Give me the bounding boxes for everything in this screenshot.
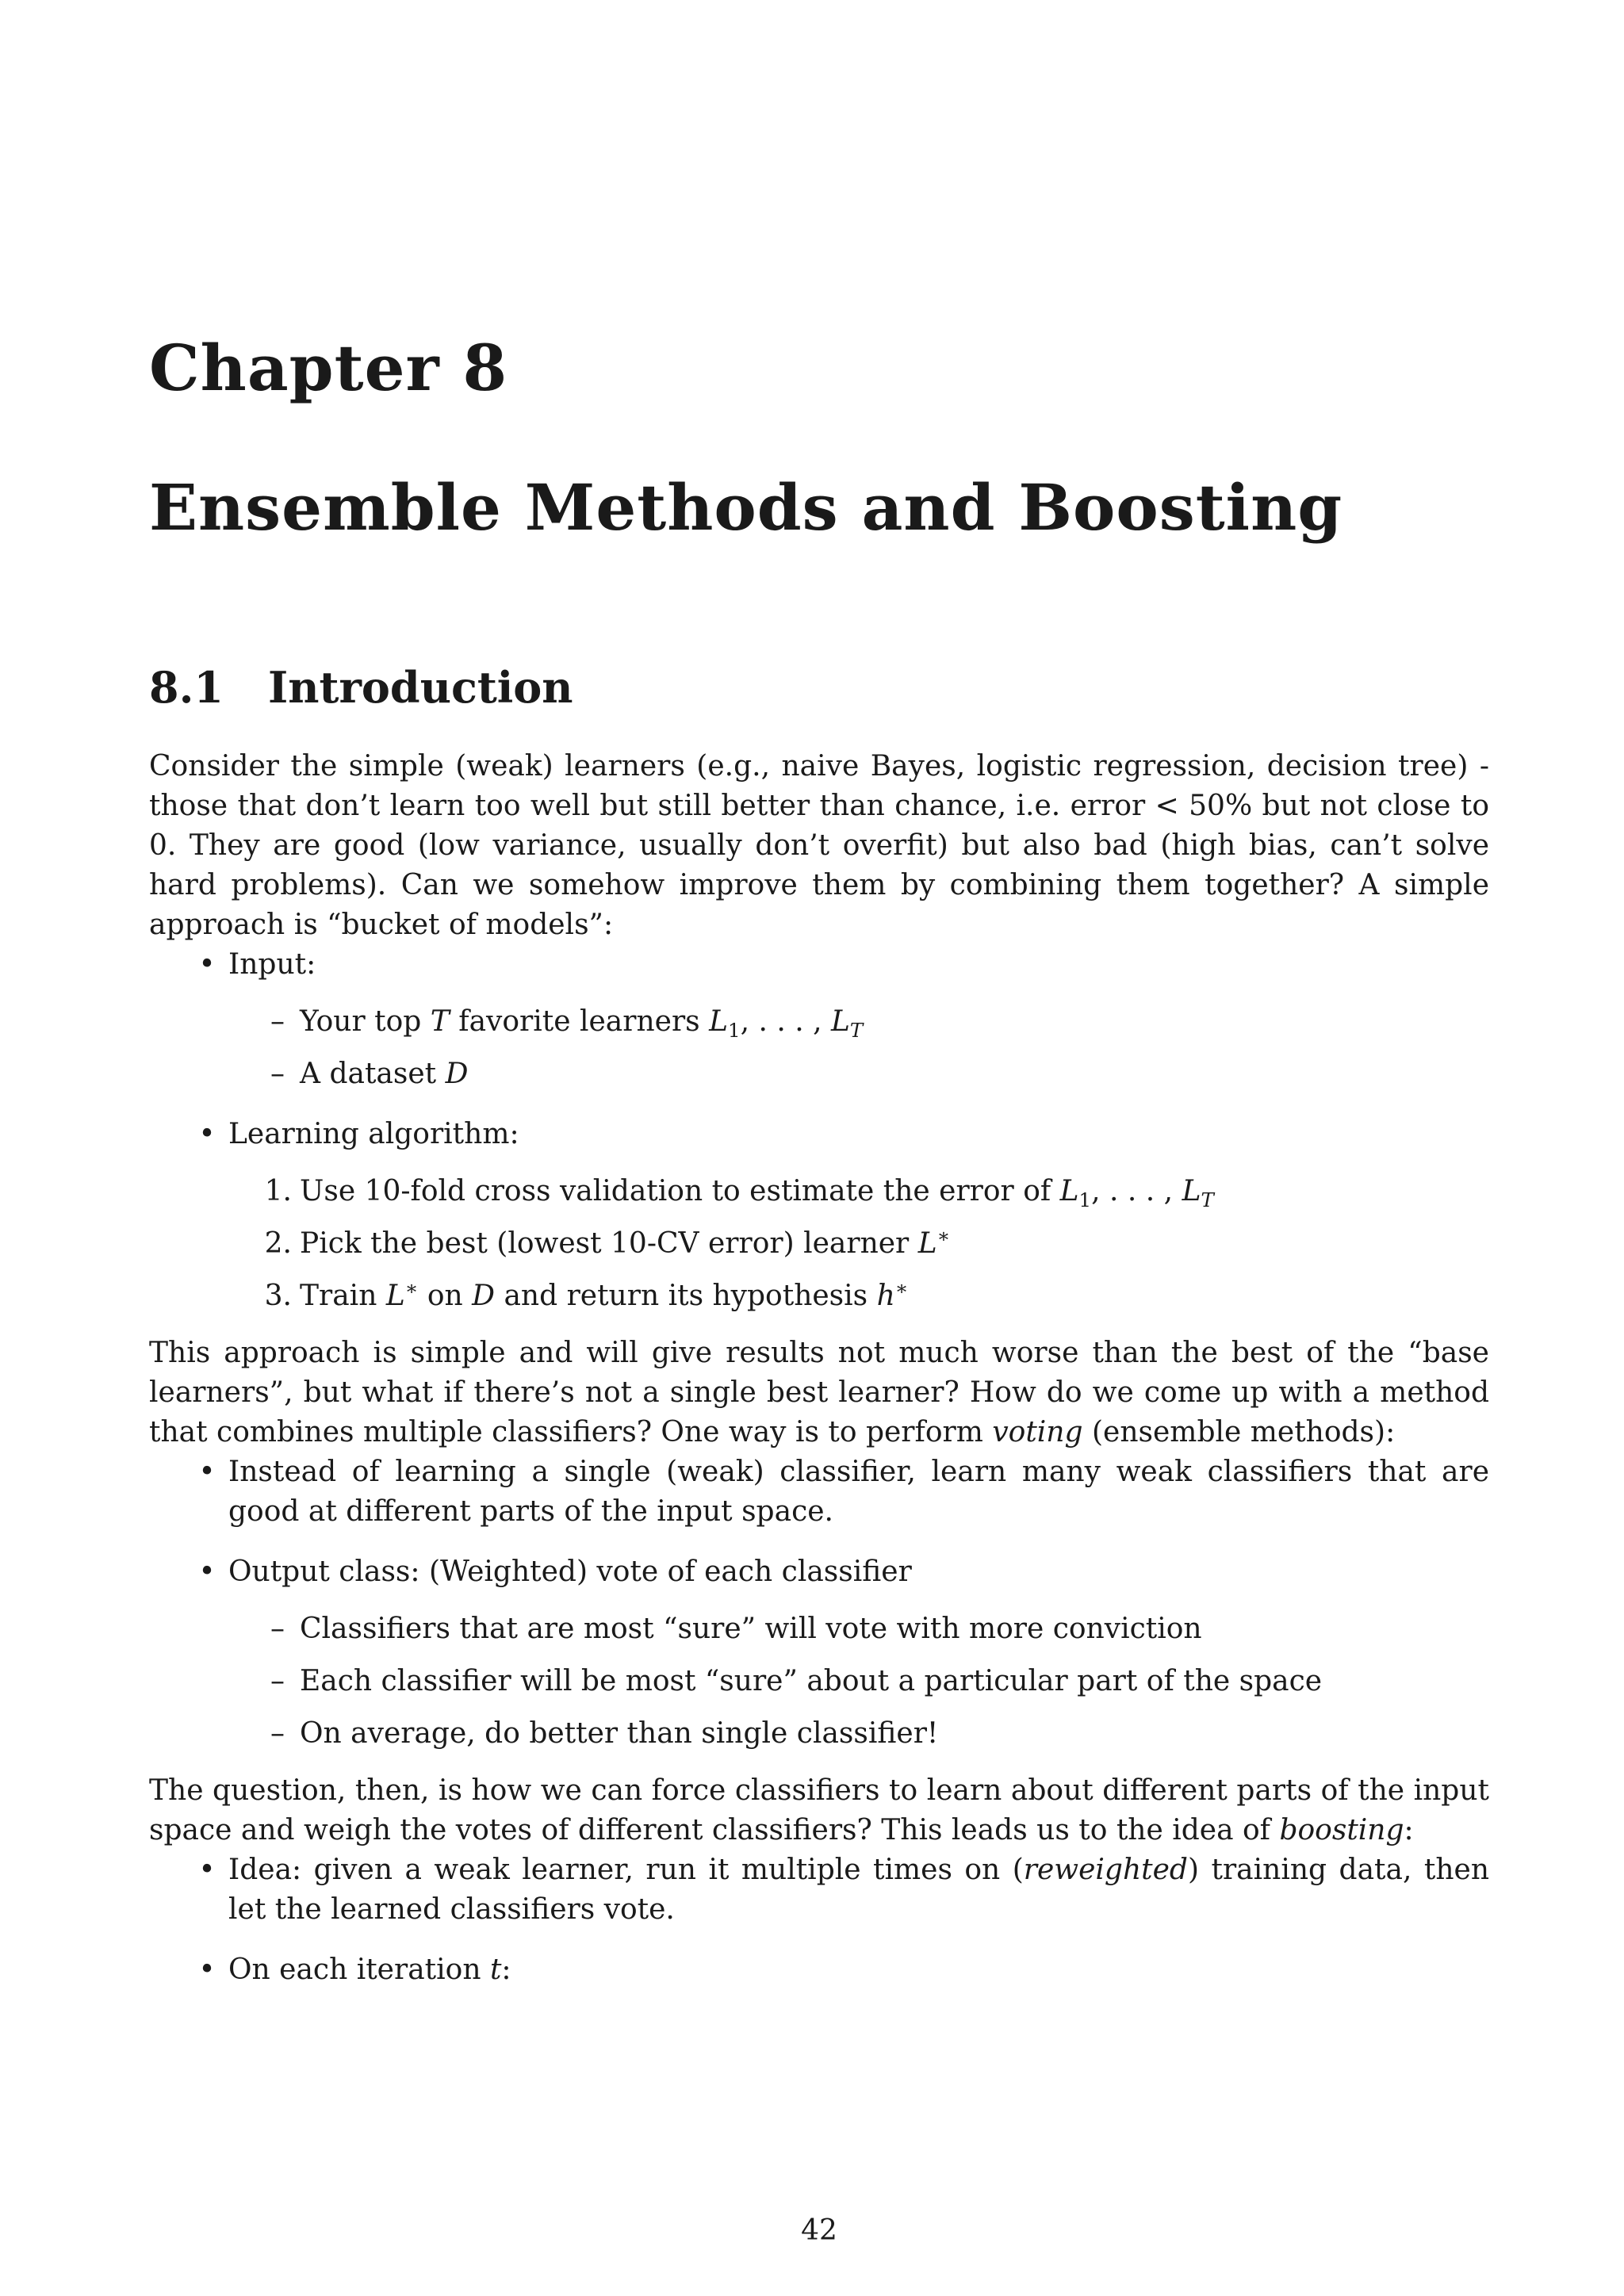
math-superscript: ∗ xyxy=(894,1276,909,1299)
sublist-item xyxy=(228,1609,1489,1649)
math-subscript: T xyxy=(1201,1188,1214,1212)
numbered-item xyxy=(228,1276,1489,1316)
item-number: 1. xyxy=(264,1175,292,1207)
text-run: A dataset xyxy=(300,1058,446,1090)
text-run: (ensemble methods): xyxy=(1082,1416,1396,1448)
text-run: Classifiers that are most “sure” will vote with more conviction xyxy=(300,1613,1202,1645)
math-t: t xyxy=(489,1954,502,1986)
voting-list xyxy=(149,1452,1489,1754)
math-dots: , . . . , xyxy=(740,1005,832,1038)
math-L: L xyxy=(1059,1175,1079,1207)
page-number: 42 xyxy=(801,2214,837,2247)
text-run: Train xyxy=(300,1280,386,1312)
voting-paragraph xyxy=(149,1334,1489,1452)
text-run: on xyxy=(418,1280,473,1312)
dash-icon: – xyxy=(270,1613,285,1645)
output-class-sublist xyxy=(228,1609,1489,1754)
sublist-item xyxy=(228,1054,1489,1094)
emphasis-reweighted: reweighted xyxy=(1023,1854,1188,1886)
math-superscript: ∗ xyxy=(404,1276,419,1299)
text-run: Use 10-fold cross validation to estimate the error of xyxy=(300,1175,1060,1207)
text-run: ) training data, then let the learned classifiers vote. xyxy=(228,1854,1490,1926)
body-text xyxy=(149,747,1489,2007)
text-run: The question, then, is how we can force classifiers to learn about different parts of the input space and weigh the votes of different classifiers? This leads us to the idea of xyxy=(149,1774,1489,1846)
math-D: D xyxy=(472,1280,495,1312)
chapter-title: Ensemble Methods and Boosting xyxy=(149,470,1343,545)
math-subscript: T xyxy=(849,1019,864,1043)
bucket-of-models-list xyxy=(149,945,1489,1316)
math-subscript: 1 xyxy=(1078,1188,1092,1212)
dash-icon: – xyxy=(270,1058,285,1090)
bullet-icon: • xyxy=(198,1456,216,1488)
text-run: favorite learners xyxy=(449,1005,710,1038)
sublist-item xyxy=(228,1002,1489,1042)
dash-icon: – xyxy=(270,1665,285,1697)
text-run: Pick the best (lowest 10-CV error) learner xyxy=(300,1227,918,1260)
math-h: h xyxy=(876,1280,895,1312)
list-item-input xyxy=(149,945,1489,1094)
text-run: Instead of learning a single (weak) classifier, learn many weak classifiers that are good at different parts of the input space. xyxy=(228,1456,1489,1528)
intro-paragraph: Consider the simple (weak) learners (e.g., naive Bayes, logistic regression, decision tree) - those that don’t learn too well but still better than chance, i.e. error < 50% but not close to 0. They are good (low variance, usually don’t overfit) but also bad (high bias, can’t solve hard problems). Can we somehow improve them by combining them together? A simple approach is “bucket of models”: xyxy=(149,750,1489,941)
list-item-learning-algorithm xyxy=(149,1115,1489,1316)
math-L: L xyxy=(385,1280,405,1312)
text-run: : xyxy=(501,1954,511,1986)
math-T: T xyxy=(430,1005,450,1038)
bullet-icon: • xyxy=(198,1854,216,1886)
math-dots: , . . . , xyxy=(1091,1175,1182,1207)
text-run: Idea: given a weak learner, run it multiple times on ( xyxy=(228,1854,1024,1886)
section-title: Introduction xyxy=(268,662,573,713)
input-label: Input: xyxy=(228,948,316,981)
text-run: On average, do better than single classifier! xyxy=(300,1717,939,1750)
numbered-item xyxy=(228,1172,1489,1211)
text-run: Each classifier will be most “sure” about a particular part of the space xyxy=(300,1665,1323,1697)
math-D: D xyxy=(445,1058,469,1090)
section-number: 8.1 xyxy=(149,662,224,713)
list-item xyxy=(149,1950,1489,1990)
bullet-icon: • xyxy=(198,1954,216,1986)
emphasis-boosting: boosting xyxy=(1279,1814,1404,1846)
item-number: 3. xyxy=(264,1280,292,1312)
math-subscript: 1 xyxy=(728,1019,741,1043)
section-heading xyxy=(149,662,573,713)
text-run: and return its hypothesis xyxy=(495,1280,877,1312)
text-run: : xyxy=(1404,1814,1414,1846)
numbered-item xyxy=(228,1224,1489,1264)
math-L: L xyxy=(917,1227,937,1260)
bullet-icon: • xyxy=(198,1556,216,1588)
bullet-icon: • xyxy=(198,1118,216,1150)
boosting-list xyxy=(149,1850,1489,1990)
text-run: On each iteration xyxy=(228,1954,490,1986)
math-L: L xyxy=(831,1005,850,1038)
algorithm-label: Learning algorithm: xyxy=(228,1118,519,1150)
emphasis-voting: voting xyxy=(992,1416,1083,1448)
list-item xyxy=(149,1452,1489,1532)
item-number: 2. xyxy=(264,1227,292,1260)
text-run: Output class: (Weighted) vote of each classifier xyxy=(228,1556,912,1588)
input-sublist xyxy=(228,1002,1489,1094)
dash-icon: – xyxy=(270,1717,285,1750)
math-superscript: ∗ xyxy=(936,1224,951,1247)
boosting-paragraph xyxy=(149,1771,1489,1850)
sublist-item xyxy=(228,1714,1489,1754)
dash-icon: – xyxy=(270,1005,285,1038)
text-run: Your top xyxy=(300,1005,431,1038)
list-item xyxy=(149,1552,1489,1754)
algorithm-steps xyxy=(228,1172,1489,1316)
chapter-label: Chapter 8 xyxy=(149,331,508,405)
bullet-icon: • xyxy=(198,948,216,981)
text-run: This approach is simple and will give results not much worse than the best of the “base learners”, but what if there’s not a single best learner? How do we come up with a method that combines multiple classifiers? One way is to perform xyxy=(149,1337,1489,1448)
math-L: L xyxy=(709,1005,728,1038)
math-L: L xyxy=(1182,1175,1201,1207)
list-item xyxy=(149,1850,1489,1930)
sublist-item xyxy=(228,1662,1489,1701)
